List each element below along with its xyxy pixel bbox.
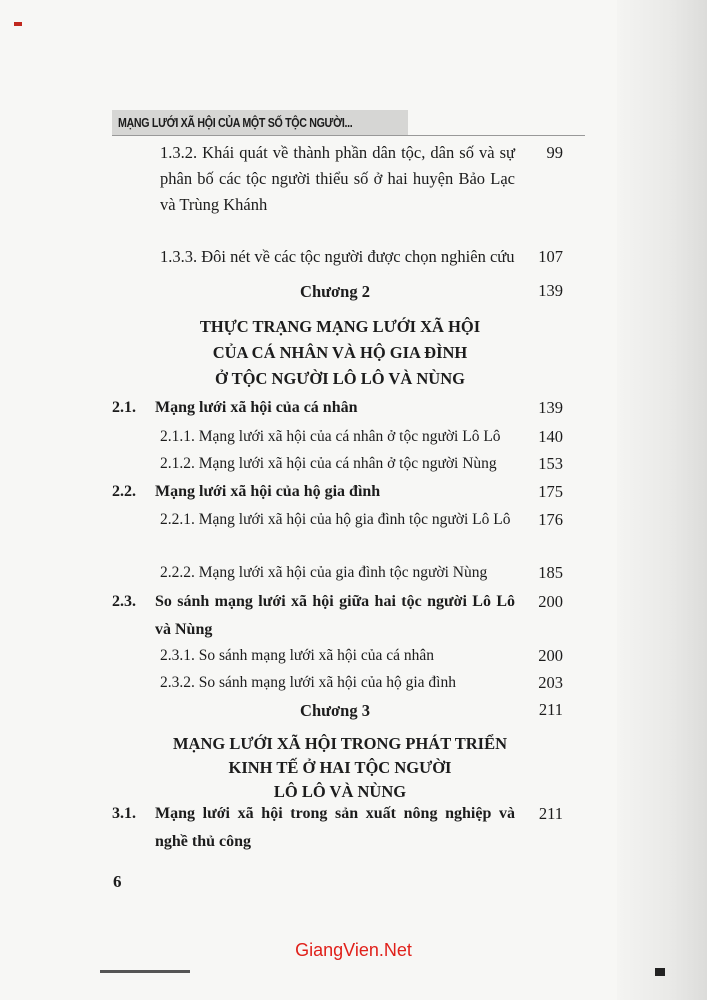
- scan-mark: [100, 970, 190, 973]
- running-header-text: MẠNG LƯỚI XÃ HỘI CỦA MỘT SỐ TỘC NGƯỜI...: [118, 115, 353, 130]
- toc-page-number: 211: [538, 804, 563, 823]
- chapter-title-line: LÔ LÔ VÀ NÙNG: [273, 782, 407, 801]
- toc-page-number: 211: [538, 700, 563, 719]
- chapter-label: Chương 3: [300, 701, 370, 720]
- watermark: GiangVien.Net: [295, 940, 412, 960]
- toc-entry-text: Mạng lưới xã hội của cá nhân: [155, 399, 358, 416]
- running-header: [112, 110, 408, 136]
- toc-entry-text: 2.1.1. Mạng lưới xã hội của cá nhân ở tộc người Lô Lô: [160, 428, 501, 445]
- chapter-title-line: MẠNG LƯỚI XÃ HỘI TRONG PHÁT TRIỂN: [172, 734, 507, 753]
- toc-page-number: 200: [538, 592, 563, 611]
- toc-page-number: 203: [538, 673, 563, 692]
- toc-page-number: 175: [538, 482, 563, 501]
- scan-mark: [655, 968, 665, 976]
- toc-page-number: 139: [538, 281, 563, 300]
- toc-page-number: 99: [546, 143, 563, 162]
- toc-page-number: 107: [538, 247, 563, 266]
- toc-page-number: 200: [538, 646, 563, 665]
- toc-entry-text: 1.3.2. Khái quát về thành phần dân tộc, dân số và sự phân bố các tộc người thiểu số ở hai huyện Bảo Lạc và Trùng Khánh: [160, 143, 515, 214]
- toc-entry-text: 1.3.3. Đôi nét về các tộc người được chọn nghiên cứu: [160, 247, 515, 266]
- chapter-title-line: KINH TẾ Ở HAI TỘC NGƯỜI: [228, 758, 452, 777]
- header-rule: [112, 135, 585, 136]
- chapter-title-line: CỦA CÁ NHÂN VÀ HỘ GIA ĐÌNH: [212, 343, 468, 362]
- section-number: 2.1.: [112, 399, 136, 416]
- section-number: 3.1.: [112, 805, 136, 822]
- section-number: 2.2.: [112, 483, 136, 500]
- toc-entry-text: So sánh mạng lưới xã hội giữa hai tộc người Lô Lô và Nùng: [155, 593, 515, 638]
- toc-entry-text: 2.2.2. Mạng lưới xã hội của gia đình tộc người Nùng: [160, 564, 488, 581]
- page-edge-shadow: [617, 0, 707, 1000]
- toc-page-number: 139: [538, 398, 563, 417]
- toc-entry-text: 2.1.2. Mạng lưới xã hội của cá nhân ở tộc người Nùng: [160, 455, 497, 472]
- page-number: 6: [113, 872, 122, 891]
- toc-page-number: 176: [538, 510, 563, 529]
- toc-page-number: 185: [538, 563, 563, 582]
- toc-entry-text: Mạng lưới xã hội của hộ gia đình: [155, 483, 381, 500]
- toc-page-number: 140: [538, 427, 563, 446]
- section-number: 2.3.: [112, 593, 136, 610]
- toc-entry-text: Mạng lưới xã hội trong sản xuất nông nghiệp và nghề thủ công: [155, 805, 515, 850]
- chapter-title-line: THỰC TRẠNG MẠNG LƯỚI XÃ HỘI: [199, 317, 481, 336]
- toc-page-number: 153: [538, 454, 563, 473]
- toc-entry-text: 2.3.2. So sánh mạng lưới xã hội của hộ gia đình: [160, 674, 456, 691]
- scan-mark: [14, 22, 22, 26]
- chapter-label: Chương 2: [300, 282, 370, 301]
- toc-entry-text: 2.3.1. So sánh mạng lưới xã hội của cá nhân: [160, 647, 435, 664]
- chapter-title-line: Ở TỘC NGƯỜI LÔ LÔ VÀ NÙNG: [215, 369, 465, 388]
- toc-entry-text: 2.2.1. Mạng lưới xã hội của hộ gia đình tộc người Lô Lô: [160, 511, 511, 528]
